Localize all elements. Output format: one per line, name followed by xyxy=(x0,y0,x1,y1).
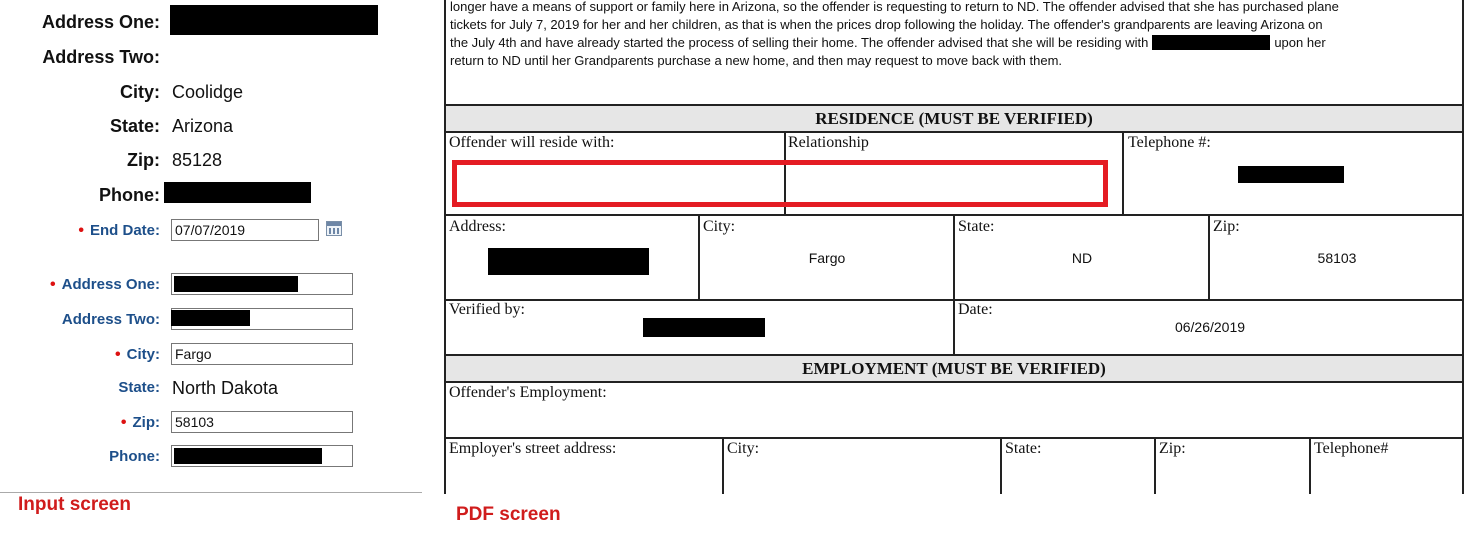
narrative-line-3b: upon her xyxy=(1274,35,1326,50)
table-rule xyxy=(446,131,1462,133)
redacted-phone-input xyxy=(174,448,322,464)
input-screen-caption: Input screen xyxy=(18,494,131,515)
zip-label xyxy=(121,410,160,436)
current-city-value: Coolidge xyxy=(172,82,244,102)
address-one-label-text: Address One: xyxy=(61,276,160,293)
state-row xyxy=(0,375,422,405)
current-zip-label: Zip: xyxy=(127,150,160,170)
end-date-label-text: End Date: xyxy=(89,222,160,239)
redacted-phone xyxy=(164,182,311,203)
zip-value: 58103 xyxy=(1317,250,1357,266)
city-label-text: City: xyxy=(126,346,160,363)
pdf-screen-caption: PDF screen xyxy=(456,504,561,525)
current-state-row xyxy=(0,111,422,141)
employer-state-label: State: xyxy=(1005,440,1042,457)
current-city-label: City: xyxy=(120,82,160,102)
telephone-label: Telephone #: xyxy=(1128,134,1211,151)
phone-input[interactable] xyxy=(171,445,353,467)
column-rule xyxy=(1000,437,1002,494)
address-two-label: Address Two: xyxy=(61,311,160,328)
current-zip-row xyxy=(0,145,422,175)
end-date-input[interactable]: 07/07/2019 xyxy=(171,219,319,241)
current-state-value: Arizona xyxy=(172,116,234,136)
employer-street-label: Employer's street address: xyxy=(449,440,617,457)
input-divider xyxy=(0,492,422,493)
narrative-line-4: return to ND until her Grandparents purchase a new home, and then may request to move back with them. xyxy=(450,53,1063,68)
current-zip-value: 85128 xyxy=(172,150,223,170)
current-address-two-label: Address Two: xyxy=(42,47,160,67)
city-row xyxy=(0,342,422,372)
state-label: State: xyxy=(118,379,160,396)
reside-with-label: Offender will reside with: xyxy=(449,134,615,151)
required-marker: • xyxy=(120,414,127,431)
current-address-one-row xyxy=(0,7,422,37)
redacted-telephone xyxy=(1238,166,1344,183)
current-phone-label: Phone: xyxy=(99,185,160,205)
state-value: North Dakota xyxy=(172,378,279,398)
phone-row xyxy=(0,444,422,474)
table-rule xyxy=(446,381,1462,383)
pdf-screen-panel xyxy=(444,0,1464,494)
address-one-input[interactable] xyxy=(171,273,353,295)
city-input[interactable]: Fargo xyxy=(171,343,353,365)
narrative-line-3 xyxy=(450,34,1455,52)
zip-input[interactable]: 58103 xyxy=(171,411,353,433)
current-address-two-row xyxy=(0,42,422,72)
redacted-address-one xyxy=(170,5,378,35)
phone-label: Phone: xyxy=(109,448,160,465)
highlight-box-empty-fields xyxy=(452,160,1108,207)
redacted-address-two-input xyxy=(171,310,250,326)
employer-telephone-label: Telephone# xyxy=(1314,440,1389,457)
required-marker: • xyxy=(50,276,56,293)
end-date-label xyxy=(78,218,160,244)
relationship-label: Relationship xyxy=(788,134,869,151)
column-rule xyxy=(722,437,724,494)
redacted-verified-by xyxy=(643,318,765,337)
address-label: Address: xyxy=(449,218,506,235)
city-value: Fargo xyxy=(808,250,846,266)
current-phone-row xyxy=(0,180,422,210)
calendar-icon[interactable] xyxy=(326,221,342,236)
address-one-label xyxy=(50,272,160,298)
verified-by-label: Verified by: xyxy=(449,301,525,318)
employment-label: Offender's Employment: xyxy=(449,384,607,401)
required-marker: • xyxy=(78,222,84,239)
redacted-name xyxy=(1152,35,1270,50)
required-marker: • xyxy=(115,346,121,363)
address-one-row xyxy=(0,272,422,302)
date-label: Date: xyxy=(958,301,993,318)
employment-heading: EMPLOYMENT (MUST BE VERIFIED) xyxy=(446,356,1462,382)
employer-city-label: City: xyxy=(727,440,760,457)
city-label: City: xyxy=(703,218,736,235)
current-address-one-label: Address One: xyxy=(41,12,160,32)
state-value: ND xyxy=(1071,250,1093,266)
address-two-row xyxy=(0,307,422,337)
address-two-input[interactable] xyxy=(171,308,353,330)
input-screen-panel xyxy=(0,0,422,551)
employer-zip-label: Zip: xyxy=(1159,440,1186,457)
current-state-label: State: xyxy=(109,116,160,136)
city-label xyxy=(115,342,160,368)
residence-heading: RESIDENCE (MUST BE VERIFIED) xyxy=(446,106,1462,132)
zip-label: Zip: xyxy=(1213,218,1240,235)
current-city-row xyxy=(0,77,422,107)
zip-label-text: Zip: xyxy=(132,414,160,431)
column-rule xyxy=(1122,131,1124,215)
column-rule xyxy=(1309,437,1311,494)
narrative-line-3a: the July 4th and have already started the process of selling their home. The offender advised that she will be residing with xyxy=(450,35,1149,50)
redacted-address xyxy=(488,248,649,275)
narrative-text xyxy=(450,0,1455,70)
narrative-line-2: tickets for July 7, 2019 for her and her children, as that is when the prices drop following the holiday. The offender's grandparents are leaving Arizona on xyxy=(450,17,1323,32)
end-date-row xyxy=(0,218,422,248)
zip-row xyxy=(0,410,422,440)
redacted-address-one-input xyxy=(174,276,298,292)
column-rule xyxy=(1154,437,1156,494)
state-label: State: xyxy=(958,218,995,235)
date-value: 06/26/2019 xyxy=(1174,319,1246,335)
narrative-line-1: longer have a means of support or family here in Arizona, so the offender is requesting to return to ND. The offender advised that she has purchased plane xyxy=(450,0,1339,14)
